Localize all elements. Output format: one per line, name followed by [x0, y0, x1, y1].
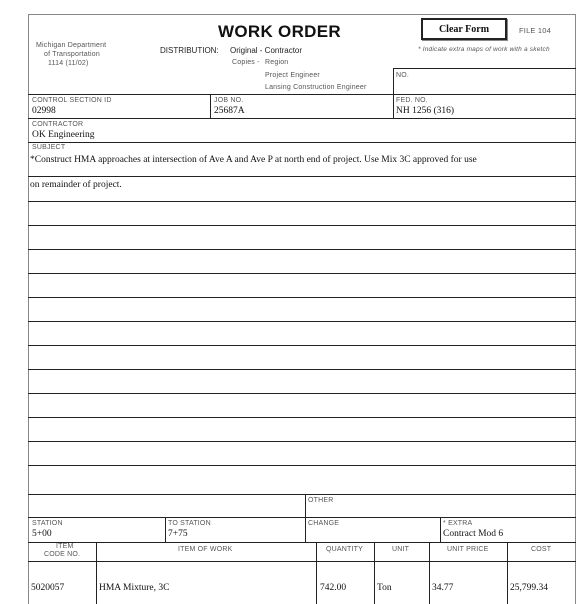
contractor-label: CONTRACTOR	[32, 121, 84, 128]
writing-line	[28, 249, 576, 250]
col-divider	[96, 542, 97, 604]
subject-line-1[interactable]: *Construct HMA approaches at intersection of Ave A and Ave P at north end of project. Use Mix 3C approved for use	[30, 155, 477, 165]
other-label: OTHER	[308, 497, 334, 504]
row-quantity[interactable]: 742.00	[320, 583, 347, 593]
row-line-station-top	[28, 517, 576, 518]
header-cost: COST	[531, 546, 552, 553]
fed-no-value[interactable]: NH 1256 (316)	[396, 106, 455, 116]
writing-line	[28, 441, 576, 442]
agency-line-3: 1114 (11/02)	[48, 60, 89, 67]
contractor-value[interactable]: OK Engineering	[32, 130, 95, 140]
header-item: ITEM	[56, 543, 74, 550]
page-title: WORK ORDER	[218, 22, 341, 41]
divider-to-station	[165, 517, 166, 542]
writing-line	[28, 417, 576, 418]
agency-line-2: of Transportation	[44, 51, 100, 58]
writing-line	[28, 225, 576, 226]
distribution-label: DISTRIBUTION:	[160, 46, 219, 55]
extra-value[interactable]: Contract Mod 6	[443, 529, 504, 539]
row-line-other-top	[28, 494, 576, 495]
col-divider	[507, 542, 508, 604]
row-line-ids-top	[28, 94, 576, 95]
distribution-original: Original - Contractor	[230, 46, 303, 55]
table-header-top	[28, 542, 576, 543]
row-line-subject-top	[28, 142, 576, 143]
copies-region: Region	[265, 59, 289, 66]
writing-line	[28, 465, 576, 466]
header-quantity: QUANTITY	[326, 546, 363, 553]
subject-line-2[interactable]: on remainder of project.	[30, 180, 122, 190]
to-station-value[interactable]: 7+75	[168, 529, 188, 539]
writing-line	[28, 345, 576, 346]
no-label: NO.	[396, 72, 410, 79]
row-item-of-work[interactable]: HMA Mixture, 3C	[99, 583, 170, 593]
divider-extra	[440, 517, 441, 542]
copies-lansing: Lansing Construction Engineer	[265, 84, 367, 91]
divider-fed	[393, 94, 394, 118]
agency-line-1: Michigan Department	[36, 42, 107, 49]
header-unit-price: UNIT PRICE	[447, 546, 489, 553]
writing-line	[28, 297, 576, 298]
subject-label: SUBJECT	[32, 144, 66, 151]
row-unit-price[interactable]: 34.77	[432, 583, 454, 593]
col-divider	[374, 542, 375, 604]
extra-label: * EXTRA	[443, 520, 473, 527]
row-code[interactable]: 5020057	[31, 583, 65, 593]
writing-line	[28, 201, 576, 202]
divider-other	[305, 494, 306, 542]
no-box-top	[393, 68, 576, 69]
header-code-no: CODE NO.	[44, 551, 81, 558]
station-label: STATION	[32, 520, 63, 527]
writing-line	[28, 273, 576, 274]
col-divider	[429, 542, 430, 604]
table-header-bottom	[28, 561, 576, 562]
station-value[interactable]: 5+00	[32, 529, 52, 539]
row-line-contractor-top	[28, 118, 576, 119]
row-unit[interactable]: Ton	[377, 583, 392, 593]
fed-no-label: FED. NO.	[396, 97, 428, 104]
job-no-label: JOB NO.	[214, 97, 244, 104]
row-cost[interactable]: 25,799.34	[510, 583, 548, 593]
no-box-left	[393, 68, 394, 94]
header-unit: UNIT	[392, 546, 410, 553]
file-code: FILE 104	[519, 26, 552, 35]
control-section-value[interactable]: 02998	[32, 106, 56, 116]
copies-project-engineer: Project Engineer	[265, 72, 320, 79]
job-no-value[interactable]: 25687A	[214, 106, 245, 116]
change-label: CHANGE	[308, 520, 340, 527]
control-section-label: CONTROL SECTION ID	[32, 97, 112, 104]
writing-line	[28, 369, 576, 370]
indicate-note: * Indicate extra maps of work with a sketch	[418, 46, 550, 53]
header-item-of-work: ITEM OF WORK	[178, 546, 233, 553]
writing-line	[28, 393, 576, 394]
clear-form-button[interactable]: Clear Form	[421, 18, 507, 40]
copies-label: Copies -	[232, 59, 260, 66]
writing-line	[28, 176, 576, 177]
to-station-label: TO STATION	[168, 520, 211, 527]
divider-job	[210, 94, 211, 118]
col-divider	[316, 542, 317, 604]
writing-line	[28, 321, 576, 322]
